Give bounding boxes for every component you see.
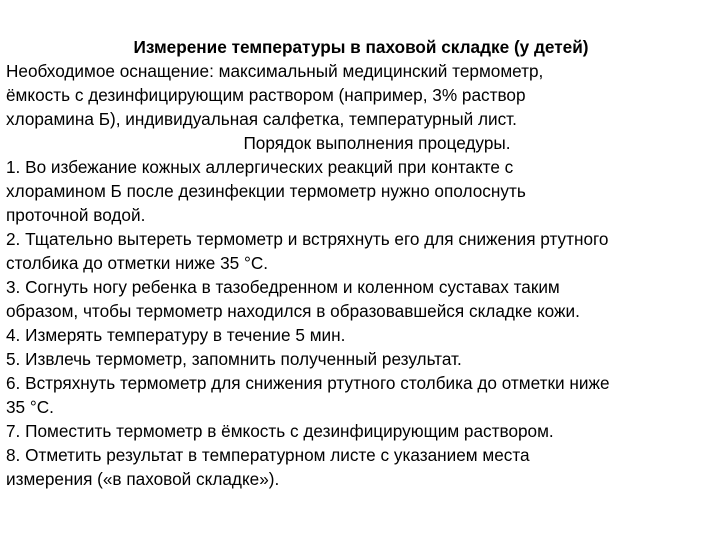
equipment-line: хлорамина Б), индивидуальная салфетка, температурный лист. [6,109,517,129]
step-6 [6,371,716,419]
step-line: 6. Встряхнуть термометр для снижения ртутного столбика до отметки ниже [6,373,610,393]
document-title [0,35,720,59]
document-body [6,35,716,491]
equipment-line: Необходимое оснащение: максимальный медицинский термометр, [6,61,544,81]
step-3 [6,275,716,323]
step-2 [6,227,716,275]
step-line: 4. Измерять температуру в течение 5 мин. [6,325,346,345]
step-5 [6,347,716,371]
step-line: 8. Отметить результат в температурном листе с указанием места [6,445,530,465]
step-line: 3. Согнуть ногу ребенка в тазобедренном и коленном суставах таким [6,277,560,297]
step-line: проточной водой. [6,205,146,225]
step-1 [6,155,716,227]
step-line: 5. Извлечь термометр, запомнить полученный результат. [6,349,462,369]
step-line: 1. Во избежание кожных аллергических реакций при контакте с [6,157,514,177]
equipment-paragraph [6,59,716,131]
step-line: хлорамином Б после дезинфекции термометр нужно ополоснуть [6,181,526,201]
step-line: столбика до отметки ниже 35 °С. [6,253,269,273]
title-text: Измерение температуры в паховой складке (у детей) [133,37,589,57]
step-7 [6,419,716,443]
procedure-heading: Порядок выполнения процедуры. [243,133,511,153]
step-line: образом, чтобы термометр находился в образовавшейся складке кожи. [6,301,580,321]
step-line: 7. Поместить термометр в ёмкость с дезинфицирующим раствором. [6,421,554,441]
step-line: 35 °С. [6,397,54,417]
equipment-line: ёмкость с дезинфицирующим раствором (например, 3% раствор [6,85,526,105]
step-4 [6,323,716,347]
step-8 [6,443,716,491]
step-line: измерения («в паховой складке»). [6,469,280,489]
step-line: 2. Тщательно вытереть термометр и встряхнуть его для снижения ртутного [6,229,609,249]
